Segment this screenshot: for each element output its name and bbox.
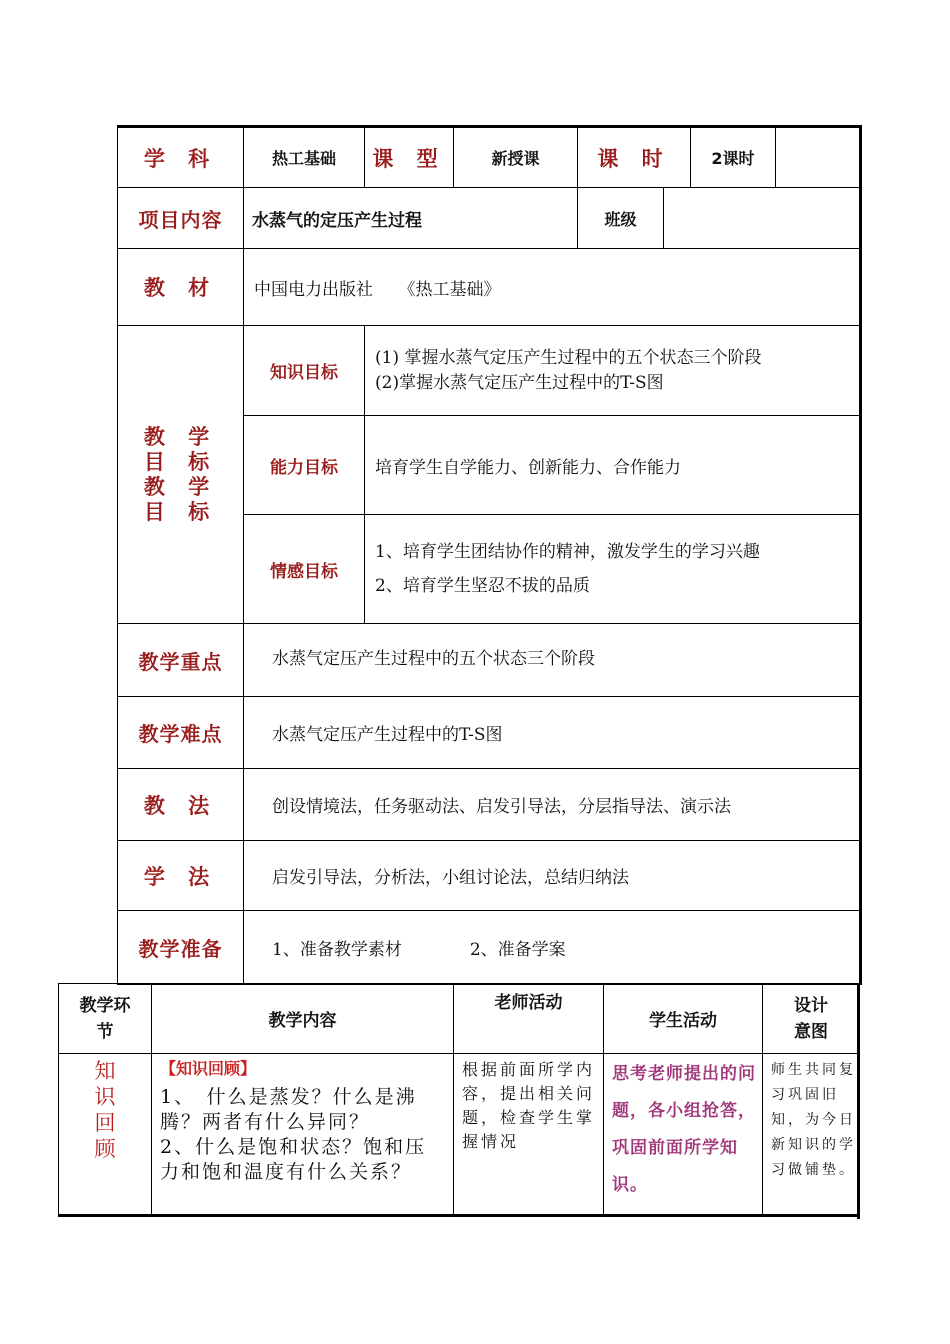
preparation-value: 1、准备教学素材 2、准备学案: [244, 911, 862, 985]
teacher-activity-header: 老师活动: [454, 984, 604, 1054]
emotion-goal-label: 情感目标: [244, 515, 365, 624]
hours-cell: [578, 128, 776, 188]
student-activity-cell: 思考老师提出的问题，各小组抢答，巩固前面所学知识。: [604, 1054, 763, 1216]
teaching-goals-label: [118, 326, 244, 624]
difficulty-label: 教学难点: [118, 697, 244, 769]
goals-label-line: 教 学: [143, 424, 218, 449]
knowledge-goal-value: [365, 326, 862, 416]
goals-label-line: 教 学: [143, 474, 218, 499]
lesson-info-table: [117, 127, 862, 985]
student-activity-header: 学生活动: [604, 984, 763, 1054]
stage-name: [59, 1058, 151, 1162]
content-header: 教学内容: [152, 984, 454, 1054]
emotion-goal-line: 2、培育学生坚忍不拔的品质: [375, 576, 590, 596]
key-point-label: 教学重点: [118, 624, 244, 697]
emotion-goal-value: [365, 515, 862, 624]
stage-char: 回: [94, 1111, 116, 1135]
learning-method-value: 启发引导法，分析法，小组讨论法，总结归纳法: [244, 841, 862, 911]
hours-value: 2课时: [711, 149, 755, 168]
stage-char: 知: [94, 1059, 116, 1083]
hours-label: 课 时: [578, 128, 691, 187]
teacher-activity-cell: 根据前面所学内容，提出相关问题，检查学生掌握情况: [454, 1054, 604, 1216]
content-cell: [152, 1054, 454, 1216]
project-label: 项目内容: [118, 188, 244, 249]
teaching-method-value: 创设情境法，任务驱动法、启发引导法，分层指导法、演示法: [244, 769, 862, 841]
preparation-label: 教学准备: [118, 911, 244, 985]
textbook-value: 中国电力出版社 《热工基础》: [244, 249, 862, 326]
class-value: [664, 188, 862, 249]
stage-header-line: 节: [96, 1021, 114, 1042]
table-row: [59, 1054, 860, 1216]
type-value: 新授课: [454, 128, 578, 188]
teaching-process-table: [58, 983, 860, 1216]
knowledge-goal-line: (2)掌握水蒸气定压产生过程中的T-S图: [375, 372, 664, 393]
goals-label-line: 目 标: [143, 499, 218, 524]
stage-cell: [59, 1054, 152, 1216]
knowledge-goal-label: 知识目标: [244, 326, 365, 416]
class-label: 班级: [578, 188, 664, 249]
goals-label-line: 目 标: [143, 449, 218, 474]
stage-char: 顾: [94, 1137, 116, 1161]
key-point-value: 水蒸气定压产生过程中的五个状态三个阶段: [244, 624, 862, 697]
type-label: 课 型: [365, 128, 454, 188]
stage-char: 识: [94, 1085, 116, 1109]
ability-goal-label: 能力目标: [244, 416, 365, 515]
emotion-goal-line: 1、培育学生团结协作的精神，激发学生的学习兴趣: [375, 542, 760, 562]
review-question-2: 2、什么是饱和状态？饱和压力和饱和温度有什么关系？: [160, 1136, 427, 1183]
difficulty-value: 水蒸气定压产生过程中的T-S图: [244, 697, 862, 769]
knowledge-goal-line: (1) 掌握水蒸气定压产生过程中的五个状态三个阶段: [375, 347, 762, 368]
stage-header: [59, 984, 152, 1054]
review-question-1: 1、 什么是蒸发？什么是沸腾？两者有什么异同？: [160, 1086, 417, 1133]
design-intent-cell: 师生共同复习巩固旧知，为今日新知识的学习做铺垫。: [763, 1054, 860, 1216]
intent-header-line: 设计: [794, 995, 828, 1016]
stage-header-line: 教学环: [79, 995, 131, 1016]
design-intent-header: [763, 984, 860, 1054]
learning-method-label: 学 法: [118, 841, 244, 911]
review-title: 【知识回顾】: [160, 1059, 257, 1078]
teaching-method-label: 教 法: [118, 769, 244, 841]
intent-header-line: 意图: [794, 1021, 828, 1042]
project-value: 水蒸气的定压产生过程: [244, 188, 578, 249]
subject-value: 热工基础: [244, 128, 365, 188]
subject-label: 学 科: [118, 128, 244, 188]
textbook-label: 教 材: [118, 249, 244, 326]
ability-goal-value: 培育学生自学能力、创新能力、合作能力: [365, 416, 862, 515]
